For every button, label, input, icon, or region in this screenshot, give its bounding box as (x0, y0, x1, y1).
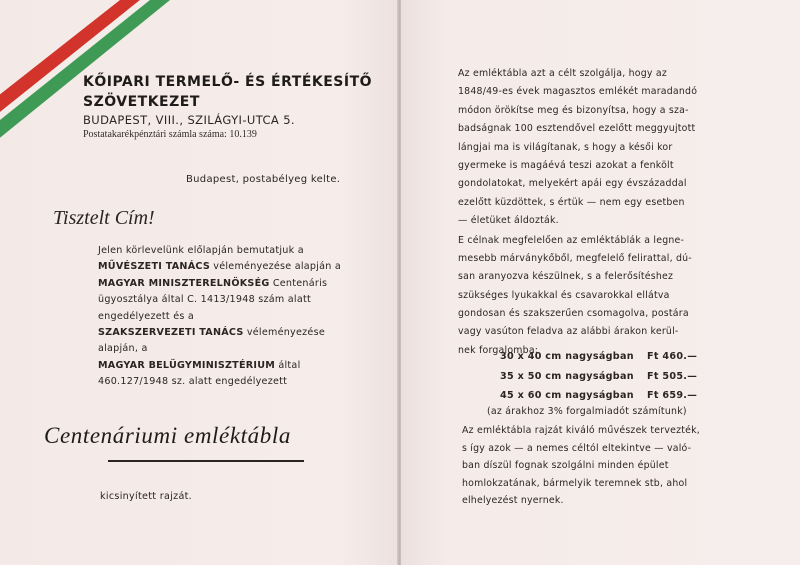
letter-text: Jelen körlevelünk előlapján bemutatjuk a (98, 245, 304, 256)
paragraph-line: E célnak megfelelően az emléktáblák a legne- (458, 234, 685, 246)
paragraph-line: vagy vasúton feladva az alábbi árakon kerül- (458, 326, 679, 338)
letter-line (98, 292, 368, 308)
letter-text: engedélyezett és a (98, 310, 195, 322)
date-line: Budapest, postabélyeg kelte. (186, 174, 341, 185)
letter-line (98, 309, 368, 325)
paragraph-line: nek forgalomba: (458, 344, 539, 356)
price-row (500, 347, 740, 367)
paragraph-line: szükséges lyukakkal és csavarokkal ellátva (458, 289, 670, 301)
company-address: BUDAPEST, VIII., SZILÁGYI-UTCA 5. (83, 113, 295, 127)
letter-line (98, 358, 368, 374)
paragraph-line: ban díszül fognak szolgálni minden épület (462, 460, 669, 472)
drawing-caption: kicsinyített rajzát. (100, 491, 193, 502)
letter-body (98, 243, 368, 391)
letter-line (98, 276, 368, 292)
letter-text: véleményezése alapján a (210, 261, 342, 273)
price-size: 30 x 40 cm nagyságban (500, 351, 634, 362)
paragraph-line: san aranyozva készülnek, s a felerősítéshez (458, 271, 674, 283)
paragraph-line: lángjai ma is világítanak, s hogy a késői kor (458, 141, 673, 153)
paragraph-line: Az emléktábla azt a célt szolgálja, hogy az (458, 68, 667, 79)
letter-text: Centenáris (269, 277, 328, 289)
paragraph-line: gyermeke is magáévá teszi azokat a fenkölt (458, 159, 674, 171)
company-name-line1: KŐIPARI TERMELŐ- ÉS ÉRTÉKESÍTŐ (83, 74, 373, 90)
left-page (0, 0, 398, 565)
price-list (500, 347, 740, 406)
letter-line (98, 259, 368, 275)
paragraph-design (462, 422, 782, 510)
letter-line (98, 325, 368, 341)
right-paragraphs (458, 65, 778, 360)
letter-bold-text: MAGYAR MINISZTERELNÖKSÉG (98, 277, 270, 289)
paragraph-line: gondolatokat, melyekért apái egy évszázaddal (458, 178, 687, 190)
letter-text: ügyosztálya által C. 1413/1948 szám alatt (98, 294, 311, 306)
letter-text: 460.127/1948 sz. alatt engedélyezett (98, 376, 288, 388)
price-row (500, 386, 740, 406)
paragraph-line: módon örökítse meg és bizonyítsa, hogy a sza- (458, 104, 689, 116)
letter-line (98, 341, 368, 357)
price-value: Ft 460.— (647, 351, 698, 362)
paragraph-line: — életüket áldozták. (458, 215, 559, 227)
paragraph-line: ezelőtt küzdöttek, s értük — nem egy esetben (458, 196, 685, 208)
letter-line (98, 243, 368, 259)
company-name-line2: SZÖVETKEZET (83, 94, 200, 110)
price-size: 45 x 60 cm nagyságban (500, 390, 634, 401)
paragraph-line: badságnak 100 esztendővel ezelőtt meggyujtott (458, 123, 696, 135)
paragraph-line: homlokzatának, bármelyik teremnek stb, ahol (462, 477, 688, 489)
tax-note: (az árakhoz 3% forgalmiadót számítunk) (487, 406, 687, 417)
paragraph-line: elhelyezést nyernek. (462, 495, 564, 507)
salutation: Tisztelt Cím! (53, 207, 155, 229)
paragraph-line: Az emléktábla rajzát kiváló művészek tervezték, (462, 425, 700, 436)
letter-text: által (275, 359, 301, 371)
company-account: Postatakarékpénztári számla száma: 10.139 (83, 129, 257, 140)
price-size: 35 x 50 cm nagyságban (500, 370, 634, 382)
centenary-title: Centenáriumi emléktábla (44, 423, 291, 448)
paragraph-materials (458, 232, 778, 361)
letter-bold-text: MAGYAR BELÜGYMINISZTÉRIUM (98, 359, 276, 371)
letter-line (98, 374, 368, 390)
price-row (500, 367, 740, 387)
letter-bold-text: MŰVÉSZETI TANÁCS (98, 261, 210, 273)
price-value: Ft 505.— (647, 370, 698, 382)
company-header (83, 72, 383, 140)
paragraph-line: 1848/49-es évek magasztos emlékét maradandó (458, 86, 698, 98)
paragraph-line: mesebb márványkőből, megfelelő felirattal, dú- (458, 252, 692, 264)
paragraph-line: s így azok — a nemes céltól eltekintve — való- (462, 442, 692, 454)
title-underline (108, 460, 304, 462)
paragraph-purpose (458, 65, 778, 231)
letter-text: véleményezése (243, 327, 325, 339)
paragraph-line: gondosan és szakszerűen csomagolva, postára (458, 308, 689, 320)
letter-bold-text: SZAKSZERVEZETI TANÁCS (98, 327, 244, 339)
letter-text: alapján, a (98, 343, 148, 355)
price-value: Ft 659.— (647, 390, 698, 401)
